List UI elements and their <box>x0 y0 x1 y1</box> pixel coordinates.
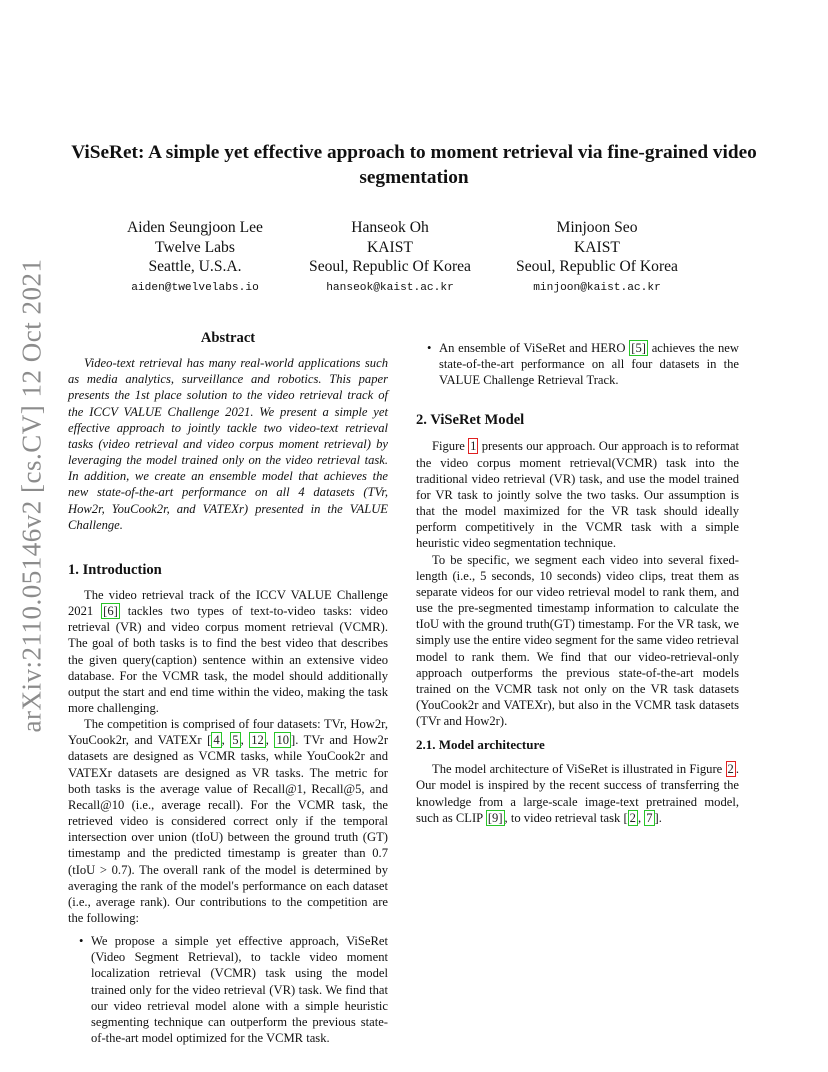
citation-link[interactable]: [6] <box>103 604 118 619</box>
author-block <box>505 218 689 298</box>
author-name: Aiden Seungjoon Lee <box>127 219 263 236</box>
citation-link[interactable]: 2 <box>629 810 636 825</box>
author-email[interactable]: aiden@twelvelabs.io <box>131 281 259 294</box>
model-paragraph-2: To be specific, we segment each video into several fixed-length (i.e., 5 seconds, 10 seconds) video clips, treat them as separate videos for our video retrieval model to rank them, and use the pre-segmented timestamp information to calculate the tIoU with the ground truth(GT) timestamp. For the VR task, we simply use the entire video segment for the same video retrieval model to rank them. We find that our video-retrieval-only approach outperforms the previous state-of-the-art models trained on the VCMR task not only on the VR task datasets (YouCook2r and VATEXr), but also in the VCMR task datasets (TVr and How2r). <box>416 552 739 729</box>
author-location: Seoul, Republic Of Korea <box>309 258 471 275</box>
author-email[interactable]: hanseok@kaist.ac.kr <box>326 281 454 294</box>
author-name: Minjoon Seo <box>556 219 638 236</box>
citation-link[interactable]: [5] <box>631 341 646 355</box>
section-heading-introduction: 1. Introduction <box>68 561 162 578</box>
section-heading-viseret-model: 2. ViSeRet Model <box>416 412 525 429</box>
author-location: Seattle, U.S.A. <box>148 258 242 275</box>
author-block <box>298 218 482 298</box>
model-paragraph-1: Figure 1 presents our approach. Our approach is to reformat the video corpus moment retrieval(VCMR) task into the traditional video retrieval (VR) task, and use the model trained for VR task to jointly solve the two tasks. Our assumption is that the model maximized for the VR task should ideally perform competitively in the VCMR task with a simple heuristic video segmentation technique. <box>416 439 739 551</box>
author-email[interactable]: minjoon@kaist.ac.kr <box>533 281 661 294</box>
bullet-icon: • <box>79 934 84 949</box>
abstract-heading: Abstract <box>200 330 256 346</box>
abstract-text: Video-text retrieval has many real-world applications such as media analytics, surveillance and robotics. This paper presents the 1st place solution to the video retrieval track of the ICCV VALUE Challenge 2021. We present a simple yet effective approach to jointly tackle two video-text retrieval tasks (video retrieval and video corpus moment retrieval) by leveraging the model trained only on the video retrieval task. In addition, we create an ensemble model that achieves the new state-of-the-art performance on all 4 datasets (TVr, How2r, YouCook2r, and VATEXr) presented in the VALUE Challenge. <box>68 356 388 532</box>
arxiv-identifier-stamp <box>12 258 52 732</box>
citation-link[interactable]: 10 <box>276 733 290 748</box>
intro-paragraph-1: The video retrieval track of the ICCV VALUE Challenge 2021 [6] tackles two types of text-to-video tasks: video retrieval (VR) and video corpus moment retrieval (VCMR). The goal of both tasks is to find the best video that describes the given query(caption) sentence within an extensive video database. For the VCMR task, the model should additionally output the start and end time within the video, making the task more challenging. <box>68 587 388 715</box>
author-location: Seoul, Republic Of Korea <box>516 258 678 275</box>
contribution-bullet-2: • An ensemble of ViSeRet and HERO [5] achieves the new state-of-the-art performance on all four datasets in the VALUE Challenge Retrieval Track. <box>427 341 739 388</box>
contribution-bullet-1: • We propose a simple yet effective approach, ViSeRet (Video Segment Retrieval), to tackle video moment localization retrieval (VCMR) task using the model trained only for the video retrieval (VR) task. We find that our video retrieval model alone with a simple heuristic segmenting technique can outperform the previous state-of-the-art model optimized for the VCMR task. <box>79 934 388 1046</box>
bullet-icon: • <box>427 341 432 355</box>
figure-reference-link[interactable]: 1 <box>470 439 477 454</box>
subsection-heading-model-architecture: 2.1. Model architecture <box>416 737 545 753</box>
arxiv-identifier: arXiv:2110.05146v2 [cs.CV] 12 Oct 2021 <box>16 258 47 732</box>
author-block <box>110 218 280 298</box>
figure-reference-link[interactable]: 2 <box>727 762 734 777</box>
author-affiliation: KAIST <box>367 238 413 256</box>
left-column <box>68 330 388 1046</box>
citation-link[interactable]: [9] <box>487 810 503 825</box>
author-name: Hanseok Oh <box>351 219 429 236</box>
citation-link[interactable]: 4 <box>213 733 220 748</box>
citation-link[interactable]: 7 <box>646 810 653 825</box>
author-affiliation: KAIST <box>574 238 620 256</box>
citation-link[interactable]: 12 <box>251 733 264 748</box>
intro-paragraph-2: The competition is comprised of four datasets: TVr, How2r, YouCook2r, and VATEXr [ 4 , 5 , 12 , 10 ]. TVr and How2r datasets are designed as VCMR tasks, while YouCook2r and VATEXr datasets are designed as VR tasks. The metric for both tasks is the average value of Recall@1, Recall@5, and Recall@10 (i.e., average recall). For the VCMR task, the retrieved video is considered correct only if the temporal intersection over union (tIoU) between the ground truth (GT) timestamp and the predicted timestamp is greater than 0.7 (tIoU > 0.7). The overall rank of the model is determined by averaging the rank of the model's performance on each dataset (i.e., average rank). Our contributions to the competition are the following: <box>68 717 389 925</box>
paper-title: ViSeRet: A simple yet effective approach to moment retrieval via fine-grained video segmentation <box>71 142 757 188</box>
right-column <box>416 333 739 826</box>
citation-link[interactable]: 5 <box>232 733 239 748</box>
model-architecture-paragraph: The model architecture of ViSeRet is illustrated in Figure 2 . Our model is inspired by the recent success of transferring the knowledge from a large-scale image-text pretrained model, such as CLIP [9] , to video retrieval task [ 2 , 7 ]. <box>416 762 739 825</box>
author-affiliation: Twelve Labs <box>155 238 235 256</box>
